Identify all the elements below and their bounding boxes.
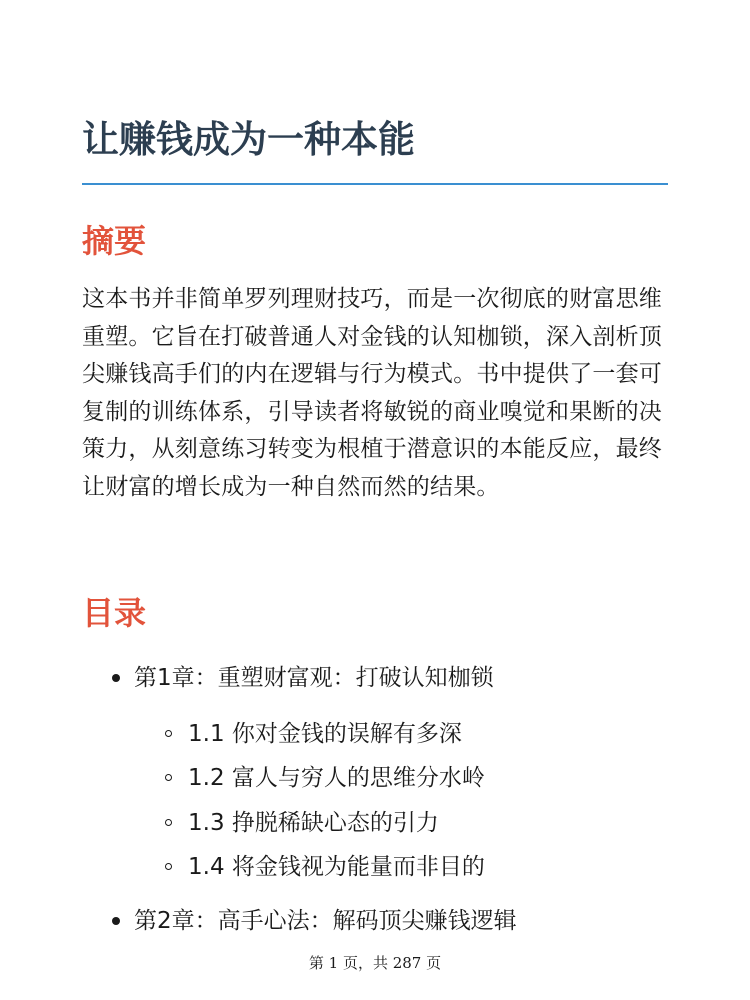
book-title: 让赚钱成为一种本能 bbox=[82, 118, 415, 161]
page-number-footer: 第 1 页，共 287 页 bbox=[308, 954, 442, 972]
toc-chapter-1[interactable]: 第1章：重塑财富观：打破认知枷锁 bbox=[134, 665, 494, 691]
bullet-disc-icon bbox=[112, 674, 120, 682]
toc-section-1-4[interactable]: 1.4 将金钱视为能量而非目的 bbox=[188, 854, 485, 880]
title-divider bbox=[82, 183, 668, 185]
toc-section-1-1[interactable]: 1.1 你对金钱的误解有多深 bbox=[188, 721, 462, 747]
abstract-paragraph: 这本书并非简单罗列理财技巧，而是一次彻底的财富思维重塑。它旨在打破普通人对金钱的认知枷锁，深入剖析顶尖赚钱高手们的内在逻辑与行为模式。书中提供了一套可复制的训练体系，引导读者将敏锐的商业嗅觉和果断的决策力，从刻意练习转变为根植于潜意识的本能反应，最终让财富的增长成为一种自然而然的结果。 bbox=[82, 286, 662, 500]
toc-section-1-3[interactable]: 1.3 挣脱稀缺心态的引力 bbox=[188, 810, 439, 836]
bullet-circle-icon bbox=[165, 730, 172, 737]
bullet-circle-icon bbox=[165, 774, 172, 781]
bullet-disc-icon bbox=[112, 917, 120, 925]
bullet-circle-icon bbox=[165, 819, 172, 826]
toc-chapter-2[interactable]: 第2章：高手心法：解码顶尖赚钱逻辑 bbox=[134, 908, 517, 934]
toc-heading: 目录 bbox=[82, 594, 147, 632]
abstract-heading: 摘要 bbox=[82, 222, 147, 260]
bullet-circle-icon bbox=[165, 863, 172, 870]
toc-section-1-2[interactable]: 1.2 富人与穷人的思维分水岭 bbox=[188, 765, 485, 791]
